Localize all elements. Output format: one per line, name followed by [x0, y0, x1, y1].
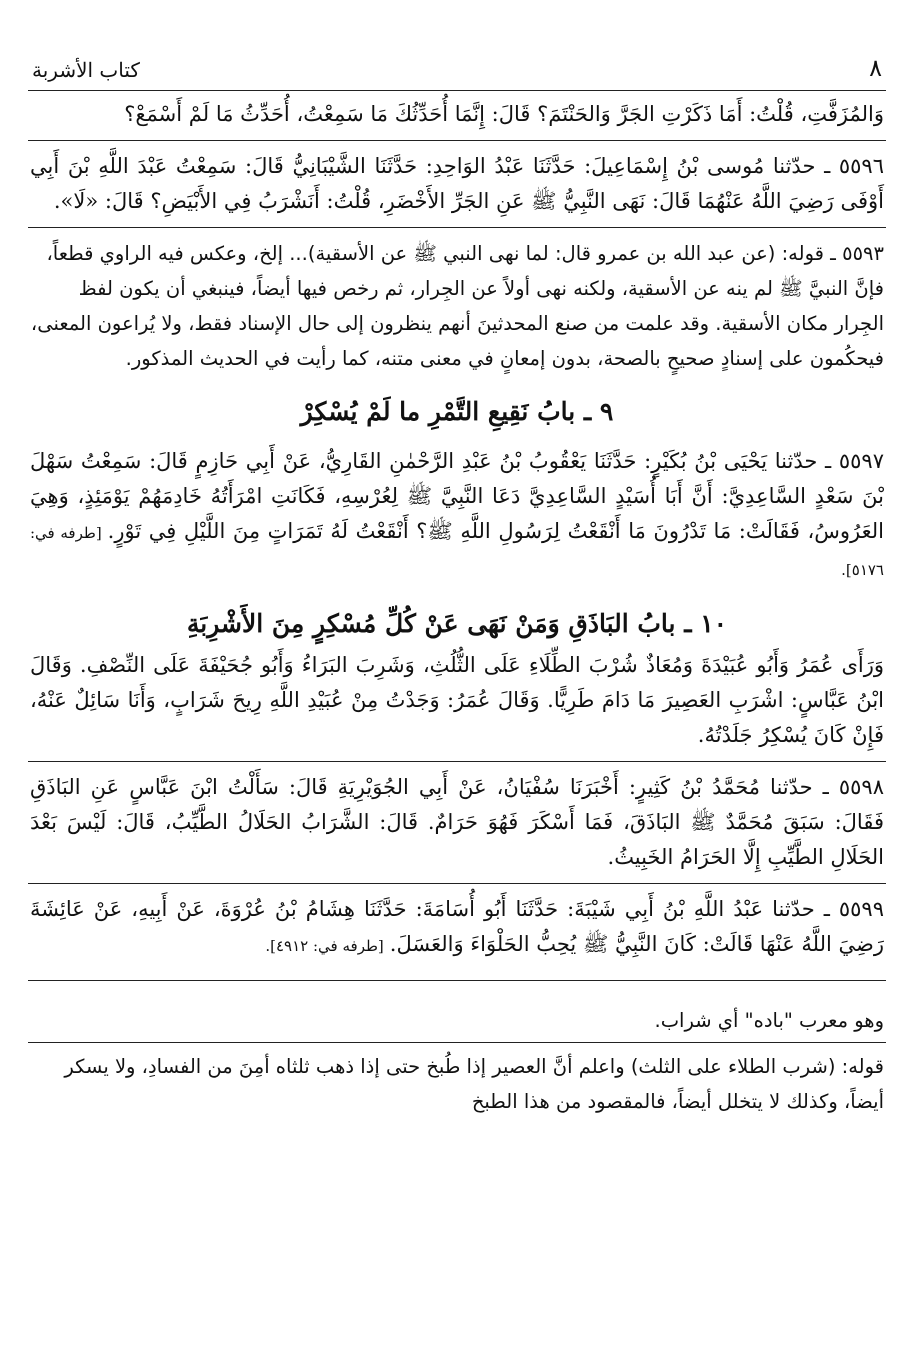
chapter-10-narrations: وَرَأَى عُمَرُ وَأَبُو عُبَيْدَةَ وَمُعَاذٌ شُرْبَ الطِّلَاءِ عَلَى الثُّلُثِ، وَشَرِبَ البَرَاءُ وَأَبُو جُحَيْفَةَ عَلَى النِّصْفِ. وَقَالَ ابْنُ عَبَّاسٍ: اشْرَبِ العَصِيرَ مَا دَامَ طَرِيًّا. وَقَالَ عُمَرُ: وَجَدْتُ مِنْ عُبَيْدِ اللَّهِ رِيحَ شَرَابٍ، وَأَنَا سَائِلٌ عَنْهُ، فَإِنْ كَانَ يُسْكِرُ جَلَدْتُهُ.	[30, 653, 884, 747]
book-title: كتاب الأشربة	[32, 58, 140, 82]
page-header	[28, 50, 886, 91]
hadith-5599	[28, 884, 886, 968]
cross-reference: [طرفه في: ٥١٧٦].	[30, 524, 884, 579]
hadith-continuation: وَالمُزَفَّتِ، قُلْتُ: أَمَا ذَكَرْتِ الجَرَّ وَالحَنْتَمَ؟ قَالَ: إِنَّمَا أُحَدِّثُكَ مَا سَمِعْتُ، أُحَدِّثُ مَا لَمْ أَسْمَعْ؟	[124, 102, 884, 126]
commentary-badhaq: وهو معرب "باده" أي شراب.	[654, 1009, 884, 1032]
chapter-heading-9: ٩ ـ بابُ نَقِيعِ التَّمْرِ ما لَمْ يُسْكِرْ	[300, 397, 614, 426]
hadith-5597-text: ٥٥٩٧ ـ حدّثنا يَحْيَى بْنُ بُكَيْرٍ: حَدَّثَنَا يَعْقُوبُ بْنُ عَبْدِ الرَّحْمٰنِ القَارِيُّ، عَنْ أَبِي حَازِمٍ قَالَ: سَمِعْتُ سَهْلَ بْنَ سَعْدٍ السَّاعِدِيَّ: أَنَّ أَبَا أُسَيْدٍ السَّاعِدِيَّ دَعَا النَّبِيَّ ﷺ لِعُرْسِهِ، فَكَانَتِ امْرَأَتُهُ خَادِمَهُمْ يَوْمَئِذٍ، وَهِيَ العَرُوسُ، فَقَالَتْ: مَا تَدْرُونَ مَا أَنْقَعْتُ لِرَسُولِ اللَّهِ ﷺ؟ أَنْقَعْتُ لَهُ تَمَرَاتٍ مِنَ اللَّيْلِ فِي تَوْرٍ.	[30, 449, 884, 543]
chapter-heading-10: ١٠ ـ بابُ البَاذَقِ وَمَنْ نَهَى عَنْ كُلِّ مُسْكِرٍ مِنَ الأَشْرِبَةِ	[186, 609, 728, 638]
book-page	[28, 50, 886, 1350]
hadith-5596: ٥٥٩٦ ـ حدّثنا مُوسى بْنُ إِسْمَاعِيلَ: حَدَّثَنَا عَبْدُ الوَاحِدِ: حَدَّثَنَا الشَّيْبَانِيُّ قَالَ: سَمِعْتُ عَبْدَ اللَّهِ بْنَ أَبِي أَوْفَى رَضِيَ اللَّهُ عَنْهُمَا قَالَ: نَهَى النَّبِيُّ ﷺ عَنِ الجَرِّ الأَخْضَرِ، قُلْتُ: أَنَشْرَبُ فِي الأَبْيَضِ؟ قَالَ: «لَا».	[30, 154, 884, 213]
cross-reference: [طرفه في: ٤٩١٢].	[265, 937, 384, 955]
commentary-5593: ٥٥٩٣ ـ قوله: (عن عبد الله بن عمرو قال: لما نهى النبي ﷺ عن الأسقية)... إلخ، وعكس فيه الراوي قطعاً، فإنَّ النبيَّ ﷺ لم ينه عن الأسقية، ولكنه نهى أولاً عن الجِرار، ثم رخص فيها أيضاً، فينبغي أن يكون لفظ الجِرار مكان الأسقية. وقد علمت من صنع المحدثينَ أنهم ينظرون إلى حال الإسناد فقط، ولا يُراعون المعنى، فيحكُمون على إسنادٍ صحيحٍ بالصحة، بدون إمعانٍ في معنى متنه، كما رأيت في الحديث المذكور.	[30, 242, 884, 370]
commentary-tila: قوله: (شرب الطلاء على الثلث) واعلم أنَّ العصير إذا طُبخ حتى إذا ذهب ثلثاه أمِنَ من الفسادِ، ولا يسكر أيضاً، وكذلك لا يتخلل أيضاً، فالمقصود من هذا الطبخ	[64, 1055, 884, 1113]
hadith-5597	[28, 436, 886, 592]
page-number: ٨	[869, 54, 882, 82]
hadith-5599-text: ٥٥٩٩ ـ حدّثنا عَبْدُ اللَّهِ بْنُ أَبِي شَيْبَةَ: حَدَّثَنَا أَبُو أُسَامَةَ: حَدَّثَنَا هِشَامُ بْنُ عُرْوَةَ، عَنْ أَبِيهِ، عَنْ عَائِشَةَ رَضِيَ اللَّهُ عَنْهَا قَالَتْ: كَانَ النَّبِيُّ ﷺ يُحِبُّ الحَلْوَاءَ وَالعَسَلَ.	[30, 897, 884, 956]
commentary-divider	[28, 980, 886, 981]
hadith-5598: ٥٥٩٨ ـ حدّثنا مُحَمَّدُ بْنُ كَثِيرٍ: أَخْبَرَنَا سُفْيَانُ، عَنْ أَبِي الجُوَيْرِيَةِ قَالَ: سَأَلْتُ ابْنَ عَبَّاسٍ عَنِ البَاذَقِ فَقَالَ: سَبَقَ مُحَمَّدٌ ﷺ البَاذَقَ، فَمَا أَسْكَرَ فَهُوَ حَرَامٌ. قَالَ: الشَّرَابُ الحَلَالُ الطَّيِّبُ، قَالَ: لَيْسَ بَعْدَ الحَلَالِ الطَّيِّبِ إِلَّا الحَرَامُ الخَبِيثُ.	[30, 775, 884, 869]
